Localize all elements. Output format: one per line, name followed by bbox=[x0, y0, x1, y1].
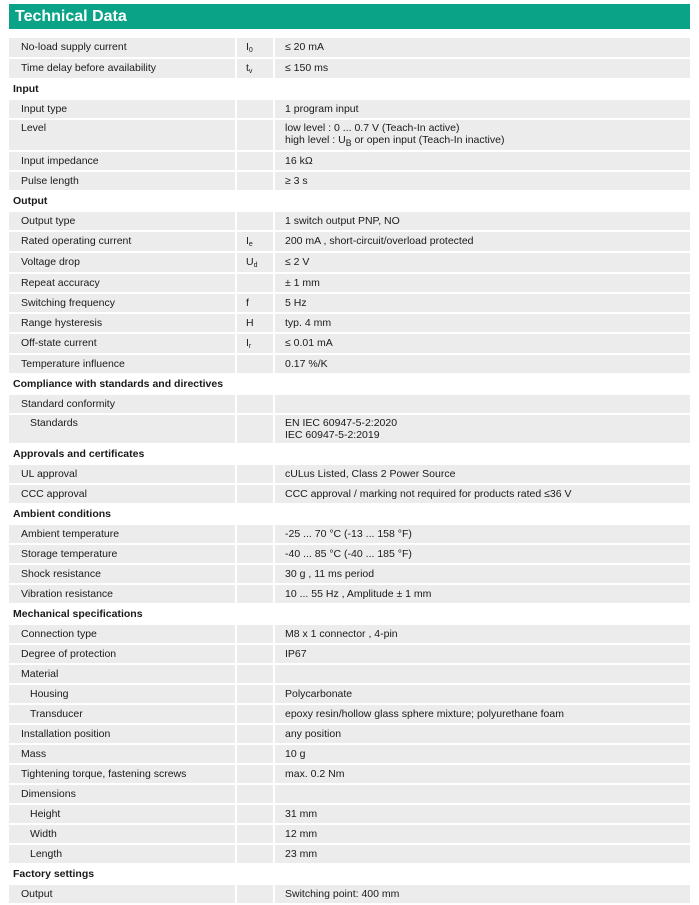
spec-row bbox=[9, 355, 690, 375]
spec-row bbox=[9, 274, 690, 294]
spec-label: Connection type bbox=[9, 625, 237, 643]
spec-value: 30 g , 11 ms period bbox=[285, 568, 375, 581]
spec-symbol bbox=[237, 172, 275, 190]
spec-label: Mass bbox=[9, 745, 237, 763]
section-heading bbox=[9, 605, 690, 625]
spec-row bbox=[9, 525, 690, 545]
spec-label: Standard conformity bbox=[9, 395, 237, 413]
spec-label: Temperature influence bbox=[9, 355, 237, 373]
spec-label: Output bbox=[9, 885, 237, 903]
spec-label: Level bbox=[9, 120, 237, 150]
spec-label: Rated operating current bbox=[9, 232, 237, 251]
spec-symbol bbox=[237, 825, 275, 843]
spec-value: ≤ 150 ms bbox=[285, 62, 329, 74]
spec-value: Polycarbonate bbox=[285, 688, 353, 701]
section-heading-label: Factory settings bbox=[9, 865, 690, 883]
spec-value: 23 mm bbox=[285, 848, 318, 861]
spec-value: -25 ... 70 °C (-13 ... 158 °F) bbox=[285, 528, 412, 541]
spec-row bbox=[9, 232, 690, 253]
section-heading-label: Mechanical specifications bbox=[9, 605, 690, 623]
spec-symbol bbox=[237, 152, 275, 170]
spec-row bbox=[9, 100, 690, 120]
spec-row bbox=[9, 565, 690, 585]
spec-row bbox=[9, 152, 690, 172]
section-heading bbox=[9, 192, 690, 212]
spec-label: Switching frequency bbox=[9, 294, 237, 312]
spec-label: Ambient temperature bbox=[9, 525, 237, 543]
spec-value: 10 g bbox=[285, 748, 306, 761]
spec-label: Input impedance bbox=[9, 152, 237, 170]
spec-label: Input type bbox=[9, 100, 237, 118]
spec-symbol bbox=[237, 100, 275, 118]
spec-label: UL approval bbox=[9, 465, 237, 483]
spec-value: 12 mm bbox=[285, 828, 318, 841]
spec-label: Transducer bbox=[9, 705, 237, 723]
spec-value bbox=[275, 665, 690, 683]
spec-row bbox=[9, 825, 690, 845]
spec-row bbox=[9, 805, 690, 825]
spec-symbol bbox=[237, 585, 275, 603]
spec-row bbox=[9, 59, 690, 80]
spec-symbol: $t_v$ bbox=[237, 59, 275, 78]
spec-value: 10 ... 55 Hz , Amplitude ± 1 mm bbox=[285, 588, 432, 601]
spec-value: EN IEC 60947-5-2:2020 IEC 60947-5-2:2019 bbox=[285, 417, 398, 442]
spec-row bbox=[9, 765, 690, 785]
spec-label: Repeat accuracy bbox=[9, 274, 237, 292]
spec-label: Housing bbox=[9, 685, 237, 703]
spec-label: Length bbox=[9, 845, 237, 863]
spec-symbol bbox=[237, 465, 275, 483]
spec-label: Tightening torque, fastening screws bbox=[9, 765, 237, 783]
spec-symbol bbox=[237, 645, 275, 663]
section-heading-label: Output bbox=[9, 192, 690, 210]
technical-data-table bbox=[9, 38, 690, 905]
spec-value: Switching point: 400 mm bbox=[285, 888, 400, 901]
spec-row bbox=[9, 120, 690, 152]
spec-symbol bbox=[237, 725, 275, 743]
section-heading-label: Input bbox=[9, 80, 690, 98]
spec-label: Standards bbox=[9, 415, 237, 443]
section-heading-label: Approvals and certificates bbox=[9, 445, 690, 463]
spec-label: Height bbox=[9, 805, 237, 823]
spec-symbol bbox=[237, 845, 275, 863]
section-heading bbox=[9, 445, 690, 465]
spec-row bbox=[9, 645, 690, 665]
spec-symbol bbox=[237, 525, 275, 543]
spec-row bbox=[9, 545, 690, 565]
spec-row bbox=[9, 585, 690, 605]
spec-row bbox=[9, 294, 690, 314]
spec-label: Pulse length bbox=[9, 172, 237, 190]
spec-symbol bbox=[237, 565, 275, 583]
spec-label: No-load supply current bbox=[9, 38, 237, 57]
spec-row bbox=[9, 212, 690, 232]
spec-label: Range hysteresis bbox=[9, 314, 237, 332]
spec-row bbox=[9, 885, 690, 905]
spec-symbol bbox=[237, 665, 275, 683]
spec-symbol: H bbox=[237, 314, 275, 332]
spec-symbol bbox=[237, 745, 275, 763]
spec-value bbox=[275, 395, 690, 413]
spec-symbol bbox=[237, 415, 275, 443]
spec-symbol: f bbox=[237, 294, 275, 312]
section-heading-label: Compliance with standards and directives bbox=[9, 375, 690, 393]
spec-row bbox=[9, 172, 690, 192]
spec-symbol: $I_e$ bbox=[237, 232, 275, 251]
spec-value: 1 switch output PNP, NO bbox=[285, 215, 400, 228]
spec-symbol bbox=[237, 625, 275, 643]
spec-value: -40 ... 85 °C (-40 ... 185 °F) bbox=[285, 548, 412, 561]
spec-symbol bbox=[237, 355, 275, 373]
spec-symbol bbox=[237, 805, 275, 823]
spec-symbol bbox=[237, 212, 275, 230]
spec-label: Storage temperature bbox=[9, 545, 237, 563]
spec-label: Width bbox=[9, 825, 237, 843]
spec-row bbox=[9, 785, 690, 805]
spec-symbol bbox=[237, 765, 275, 783]
spec-row bbox=[9, 465, 690, 485]
spec-value: 200 mA , short-circuit/overload protected bbox=[285, 235, 474, 248]
spec-value: ≥ 3 s bbox=[285, 175, 308, 188]
spec-label: CCC approval bbox=[9, 485, 237, 503]
section-heading bbox=[9, 375, 690, 395]
spec-symbol bbox=[237, 120, 275, 150]
spec-label: Voltage drop bbox=[9, 253, 237, 272]
spec-value: cULus Listed, Class 2 Power Source bbox=[285, 468, 456, 481]
spec-value: any position bbox=[285, 728, 342, 741]
spec-symbol bbox=[237, 785, 275, 803]
spec-row bbox=[9, 745, 690, 765]
spec-value bbox=[275, 785, 690, 803]
spec-symbol bbox=[237, 685, 275, 703]
spec-value: ± 1 mm bbox=[285, 277, 320, 290]
spec-row bbox=[9, 253, 690, 274]
spec-label: Vibration resistance bbox=[9, 585, 237, 603]
spec-value: typ. 4 mm bbox=[285, 317, 332, 330]
spec-row bbox=[9, 314, 690, 334]
spec-value: max. 0.2 Nm bbox=[285, 768, 345, 781]
spec-symbol: $U_d$ bbox=[237, 253, 275, 272]
spec-row bbox=[9, 485, 690, 505]
spec-label: Off-state current bbox=[9, 334, 237, 353]
spec-row bbox=[9, 415, 690, 445]
spec-row bbox=[9, 685, 690, 705]
spec-symbol bbox=[237, 885, 275, 903]
spec-symbol bbox=[237, 705, 275, 723]
spec-value: 1 program input bbox=[285, 103, 359, 115]
spec-value: CCC approval / marking not required for products rated ≤36 V bbox=[285, 488, 572, 501]
section-heading bbox=[9, 865, 690, 885]
spec-value: IP67 bbox=[285, 648, 307, 661]
spec-symbol bbox=[237, 485, 275, 503]
spec-label: Degree of protection bbox=[9, 645, 237, 663]
spec-value: ≤ 2 V bbox=[285, 256, 310, 269]
spec-value: M8 x 1 connector , 4-pin bbox=[285, 628, 398, 641]
spec-label: Shock resistance bbox=[9, 565, 237, 583]
section-header-technical-data: Technical Data bbox=[9, 4, 690, 29]
spec-row bbox=[9, 705, 690, 725]
spec-value: ≤ 20 mA bbox=[285, 41, 325, 53]
section-heading bbox=[9, 80, 690, 100]
spec-label: Output type bbox=[9, 212, 237, 230]
spec-row bbox=[9, 625, 690, 645]
section-heading-label: Ambient conditions bbox=[9, 505, 690, 523]
spec-symbol: $I_0$ bbox=[237, 38, 275, 57]
spec-label: Material bbox=[9, 665, 237, 683]
spec-symbol bbox=[237, 274, 275, 292]
spec-value: epoxy resin/hollow glass sphere mixture; polyurethane foam bbox=[285, 708, 564, 721]
spec-row bbox=[9, 725, 690, 745]
spec-value: low level : 0 ... 0.7 V (Teach-In active) high level : $U_B$ or open input (Teach-In inactive) bbox=[285, 122, 505, 149]
spec-row bbox=[9, 38, 690, 59]
spec-row bbox=[9, 395, 690, 415]
spec-symbol: $I_r$ bbox=[237, 334, 275, 353]
spec-row bbox=[9, 334, 690, 355]
spec-label: Time delay before availability bbox=[9, 59, 237, 78]
spec-label: Dimensions bbox=[9, 785, 237, 803]
spec-symbol bbox=[237, 545, 275, 563]
spec-row bbox=[9, 845, 690, 865]
section-heading bbox=[9, 505, 690, 525]
spec-value: ≤ 0.01 mA bbox=[285, 337, 333, 350]
spec-value: 5 Hz bbox=[285, 297, 307, 310]
spec-label: Installation position bbox=[9, 725, 237, 743]
spec-value: 31 mm bbox=[285, 808, 318, 821]
spec-row bbox=[9, 665, 690, 685]
spec-value: 0.17 %/K bbox=[285, 358, 328, 371]
spec-symbol bbox=[237, 395, 275, 413]
spec-value: 16 kΩ bbox=[285, 155, 313, 168]
